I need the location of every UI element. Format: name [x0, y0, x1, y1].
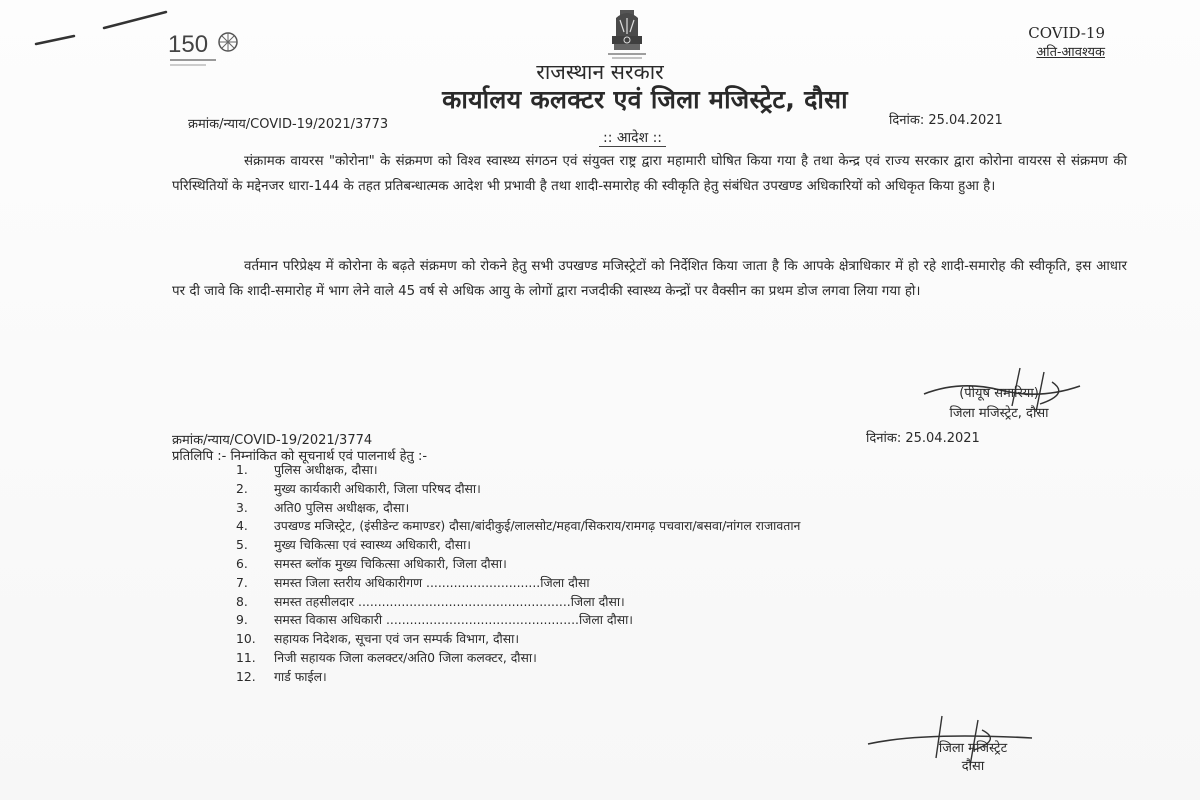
list-item: 9. समस्त विकास अधिकारी .................................................जिला दौसा।: [236, 612, 633, 628]
signatory-name: (पीयूष समारिया): [959, 386, 1039, 401]
office-heading: कार्यालय कलक्टर एवं जिला मजिस्ट्रेट, दौसा: [442, 85, 848, 114]
covid-label: COVID-19: [1028, 24, 1105, 42]
order-title-text: :: आदेश ::: [599, 130, 666, 147]
recipient-list: [236, 461, 1126, 687]
paragraph-1: संक्रामक वायरस "कोरोना" के संक्रमण को विश्व स्वास्थ्य संगठन एवं संयुक्त राष्ट्र द्वारा महामारी घोषित किया गया है तथा केन्द्र एवं राज्य सरकार द्वारा कोरोना वायरस से संक्रमण की परिस्थितियों के मद्देनजर धारा-144 के तहत प्रतिबन्धात्मक आदेश भी प्रभावी है तथा शादी-समारोह की स्वीकृति हेतु संबंधित उपखण्ड अधिकारियों को अधिकृत किया हुआ है।: [172, 154, 1127, 194]
order-date: दिनांक: 25.04.2021: [889, 113, 1003, 128]
signatory-place-2: दौसा: [961, 759, 985, 774]
signature-block-1: [899, 384, 1099, 424]
signatory-title: जिला मजिस्ट्रेट, दौसा: [949, 406, 1049, 421]
list-item: 1. पुलिस अधीक्षक, दौसा।: [236, 462, 378, 477]
list-item: 12. गार्ड फाईल।: [236, 668, 327, 684]
list-item: 11. निजी सहायक जिला कलक्टर/अति0 जिला कलक्टर, दौसा।: [236, 649, 537, 665]
logo-text: 150: [168, 31, 209, 58]
copy-heading: प्रतिलिपि :- निम्नांकित को सूचनार्थ एवं पालनार्थ हेतु :-: [172, 449, 428, 464]
government-heading: राजस्थान सरकार: [536, 60, 664, 84]
list-item: 6. समस्त ब्लॉक मुख्य चिकित्सा अधिकारी, जिला दौसा।: [236, 555, 507, 571]
paragraph-2: वर्तमान परिप्रेक्ष्य में कोरोना के बढ़ते संक्रमण को रोकने हेतु सभी उपखण्ड मजिस्ट्रेटों को निर्देशित किया जाता है कि आपके क्षेत्राधिकार में हो रहे शादी-समारोह की स्वीकृति, इस आधार पर दी जावे कि शादी-समारोह में भाग लेने वाले 45 वर्ष से अधिक आयु के लोगों द्वारा नजदीकी स्वास्थ्य केन्द्रों पर वैक्सीन का प्रथम डोज लगवा लिया गया हो।: [172, 259, 1127, 299]
urgent-label: अति-आवश्यक: [1036, 45, 1105, 60]
list-item: 8. समस्त तहसीलदार ......................................................जिला दौसा।: [236, 593, 625, 609]
order-title: [0, 128, 1200, 147]
signatory-title-2: जिला मजिस्ट्रेट: [938, 741, 1008, 756]
copy-reference: क्रमांक/न्याय/COVID-19/2021/3774: [172, 433, 373, 448]
covid-label-block: [1028, 24, 1105, 62]
national-emblem-icon: [598, 6, 656, 64]
list-item: 7. समस्त जिला स्तरीय अधिकारीगण .............................जिला दौसा: [236, 574, 590, 590]
order-reference: क्रमांक/न्याय/COVID-19/2021/3773: [188, 117, 389, 132]
copy-date: दिनांक: 25.04.2021: [866, 431, 980, 446]
list-item: 3. अति0 पुलिस अधीक्षक, दौसा।: [236, 499, 410, 515]
pen-mark-icon: [34, 8, 174, 48]
signature-block-2: [888, 740, 1058, 776]
list-item: 10. सहायक निदेशक, सूचना एवं जन सम्पर्क विभाग, दौसा।: [236, 631, 520, 647]
list-item: 4. उपखण्ड मजिस्ट्रेट, (इंसीडेन्ट कमाण्डर) दौसा/बांदीकुई/लालसोट/महवा/सिकराय/रामगढ़ पचवारा/बसवा/नांगल राजावतान: [236, 518, 801, 534]
list-item: 2. मुख्य कार्यकारी अधिकारी, जिला परिषद दौसा।: [236, 480, 481, 496]
list-item: 5. मुख्य चिकित्सा एवं स्वास्थ्य अधिकारी, दौसा।: [236, 537, 471, 553]
